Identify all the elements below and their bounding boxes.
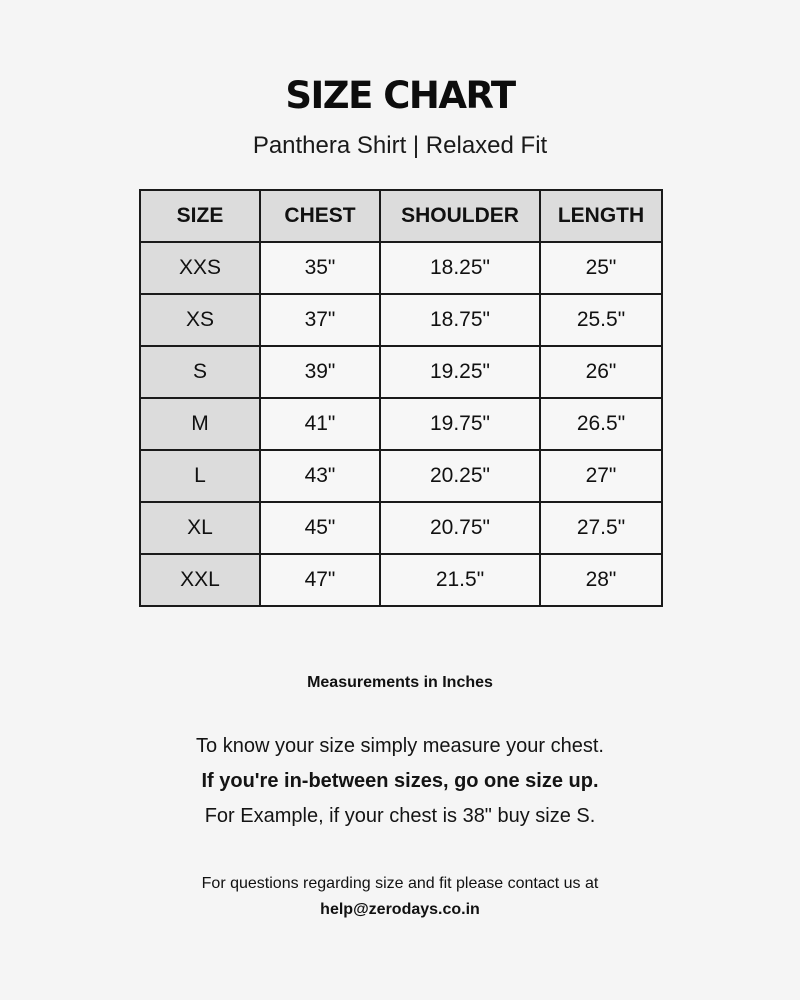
shoulder-cell: 19.25" — [380, 346, 540, 398]
shoulder-cell: 19.75" — [380, 398, 540, 450]
table-row — [140, 502, 662, 554]
chest-cell: 41" — [260, 398, 380, 450]
chest-cell: 47" — [260, 554, 380, 606]
length-cell: 28" — [540, 554, 662, 606]
size-cell: M — [140, 398, 260, 450]
table-header-row — [140, 190, 662, 242]
table-row — [140, 242, 662, 294]
size-cell: XXS — [140, 242, 260, 294]
size-cell: XXL — [140, 554, 260, 606]
instruction-size-up: If you're in-between sizes, go one size up. — [201, 770, 599, 792]
table-row — [140, 346, 662, 398]
length-cell: 27" — [540, 450, 662, 502]
table-row — [140, 450, 662, 502]
size-cell: S — [140, 346, 260, 398]
instruction-measure: To know your size simply measure your chest. — [196, 735, 604, 757]
length-cell: 26.5" — [540, 398, 662, 450]
instruction-example: For Example, if your chest is 38" buy size S. — [204, 805, 596, 827]
column-header-chest: CHEST — [260, 190, 380, 242]
chest-cell: 35" — [260, 242, 380, 294]
length-cell: 27.5" — [540, 502, 662, 554]
chest-cell: 45" — [260, 502, 380, 554]
chest-cell: 37" — [260, 294, 380, 346]
shoulder-cell: 18.25" — [380, 242, 540, 294]
shoulder-cell: 21.5" — [380, 554, 540, 606]
contact-email-link[interactable]: help@zerodays.co.in — [320, 901, 480, 918]
column-header-length: LENGTH — [540, 190, 662, 242]
column-header-size: SIZE — [140, 190, 260, 242]
product-subtitle: Panthera Shirt | Relaxed Fit — [252, 132, 548, 159]
length-cell: 25.5" — [540, 294, 662, 346]
length-cell: 26" — [540, 346, 662, 398]
table-row — [140, 398, 662, 450]
shoulder-cell: 18.75" — [380, 294, 540, 346]
chest-cell: 43" — [260, 450, 380, 502]
size-chart-table — [139, 189, 663, 607]
shoulder-cell: 20.75" — [380, 502, 540, 554]
size-cell: L — [140, 450, 260, 502]
contact-text: For questions regarding size and fit please contact us at — [201, 875, 599, 892]
column-header-shoulder: SHOULDER — [380, 190, 540, 242]
chest-cell: 39" — [260, 346, 380, 398]
shoulder-cell: 20.25" — [380, 450, 540, 502]
table-row — [140, 554, 662, 606]
table-row — [140, 294, 662, 346]
size-cell: XS — [140, 294, 260, 346]
units-note: Measurements in Inches — [307, 674, 493, 691]
size-cell: XL — [140, 502, 260, 554]
length-cell: 25" — [540, 242, 662, 294]
page-title: SIZE CHART — [285, 74, 515, 117]
